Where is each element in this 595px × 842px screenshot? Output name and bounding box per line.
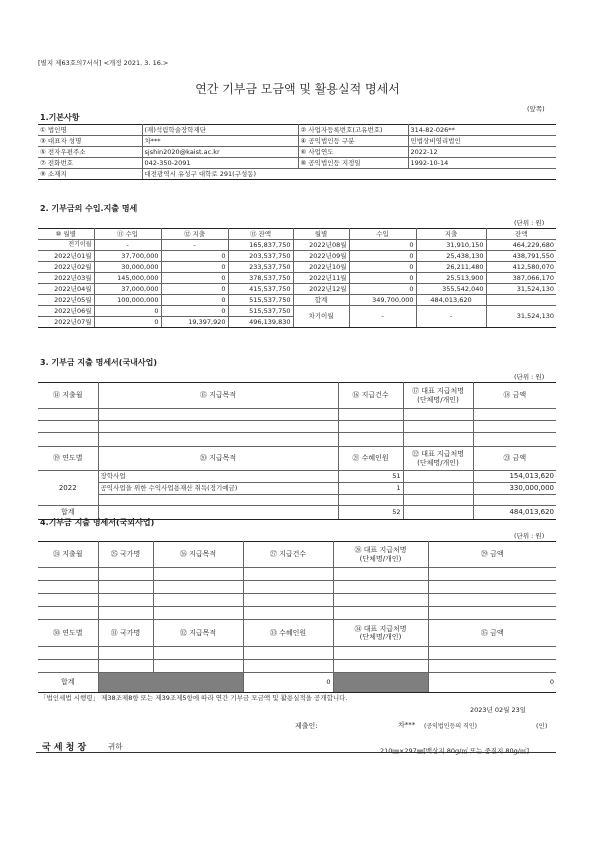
total-amount: 484,013,620: [473, 506, 556, 520]
month: 2022년06월: [38, 306, 94, 317]
col-header: ⑮ 지급목적: [98, 383, 338, 409]
expense: 26,211,480: [416, 262, 486, 273]
domestic-spending-table: [38, 382, 556, 520]
income: 30,000,000: [94, 262, 161, 273]
col-header: ⑲ 연도별: [38, 447, 98, 471]
col-header: ㉞ 대표 지급처명 (단체명/개인): [333, 620, 428, 647]
balance: 415,537,750: [228, 284, 293, 295]
overseas-spending-table: [38, 541, 556, 693]
expense: 0: [161, 251, 228, 262]
col-header: 월별: [293, 229, 349, 240]
submitter-label: 제출인:: [295, 722, 318, 730]
month: 2022년04월: [38, 284, 94, 295]
month: 2022년03월: [38, 273, 94, 284]
section-3-title: 3. 기부금 지출 명세서(국내사업): [40, 358, 158, 367]
basic-info-table: [38, 124, 556, 180]
expense: 0: [161, 306, 228, 317]
col-header: 잔액: [486, 229, 556, 240]
month: 2022년08월: [293, 240, 349, 251]
section-2-title: 2. 기부금의 수입.지출 명세: [40, 204, 138, 213]
label: ⑤ 전자우편주소: [38, 147, 142, 158]
month: 2022년10월: [293, 262, 349, 273]
total-amount: 0: [428, 673, 556, 693]
col-header: ㉚ 연도별: [38, 620, 98, 647]
income: -: [94, 240, 161, 251]
submitter-name: 차***: [398, 721, 416, 729]
label: ⑦ 전화번호: [38, 158, 142, 169]
total-balance: [486, 295, 556, 306]
col-header: ㉘ 대표 지급처명 (단체명/개인): [333, 542, 428, 568]
carryover-income: -: [349, 306, 416, 328]
month: 2022년12월: [293, 284, 349, 295]
col-header: ㉙ 금액: [428, 542, 556, 568]
col-header: ㉜ 지급목적: [153, 620, 243, 647]
col-header: ㉑ 수혜인원: [338, 447, 403, 471]
balance: 233,537,750: [228, 262, 293, 273]
year: 2022: [38, 471, 98, 506]
col-header: ⑩ 월별: [38, 229, 94, 240]
expense: -: [161, 240, 228, 251]
total-beneficiaries: 0: [243, 673, 333, 693]
label: ⑨ 소재지: [38, 169, 142, 180]
value: 민법상비영리법인: [408, 136, 556, 147]
total-label: 합계: [38, 506, 98, 520]
col-header: ㉖ 지급목적: [153, 542, 243, 568]
unit-label: (단위 : 원): [514, 219, 545, 227]
expense: 25,438,130: [416, 251, 486, 262]
col-header: ㉟ 금액: [428, 620, 556, 647]
value: 2022-12: [408, 147, 556, 158]
col-header: ⑪ 수입: [94, 229, 161, 240]
total-label: 합계: [38, 673, 98, 693]
col-header: ㉝ 수혜인원: [243, 620, 333, 647]
expense: 0: [161, 262, 228, 273]
balance: 31,524,130: [486, 284, 556, 295]
recipient: 국 세 청 장: [42, 743, 87, 753]
address: 대전광역시 유성구 대학로 291(구성동): [142, 169, 556, 180]
total-expense: 484,013,620: [416, 295, 486, 306]
balance: 515,537,750: [228, 306, 293, 317]
expense: 0: [161, 273, 228, 284]
label: ⑥ 사업연도: [298, 147, 408, 158]
seal-note: (공익법인등의 직인): [424, 723, 477, 730]
label: ④ 공익법인등 구분: [298, 136, 408, 147]
unit-label: (단위 : 원): [514, 532, 545, 540]
balance: 165,837,750: [228, 240, 293, 251]
income: 37,000,000: [94, 284, 161, 295]
month: 2022년11월: [293, 273, 349, 284]
col-header: ⑫ 지출: [161, 229, 228, 240]
paper-spec: 210㎜×297㎜[백상지 80g/㎡ 또는 중질지 80g/㎡]: [380, 747, 530, 755]
month: 2022년02월: [38, 262, 94, 273]
purpose: 공익사업을 위한 수익사업용재산 취득(정기예금): [98, 483, 338, 495]
month: 2022년01월: [38, 251, 94, 262]
col-header: ⑭ 지출월: [38, 383, 98, 409]
income: 0: [349, 262, 416, 273]
col-header: ㉒ 대표 지급처명 (단체명/개인): [403, 447, 473, 471]
carryover-expense: -: [416, 306, 486, 328]
expense: 355,542,040: [416, 284, 486, 295]
section-1-title: 1.기본사항: [40, 113, 80, 122]
carryover-label: 차기이월: [293, 306, 349, 328]
balance: 515,537,750: [228, 295, 293, 306]
income: 145,000,000: [94, 273, 161, 284]
amount: 154,013,620: [473, 471, 556, 483]
value: 314-82-026**: [408, 125, 556, 136]
label: ② 사업자등록번호(고유번호): [298, 125, 408, 136]
expense: 0: [161, 295, 228, 306]
col-header: ⑱ 금액: [473, 383, 556, 409]
purpose: 장학사업: [98, 471, 338, 483]
expense: 25,513,900: [416, 273, 486, 284]
income: 100,000,000: [94, 295, 161, 306]
month: 2022년09월: [293, 251, 349, 262]
expense: 31,910,150: [416, 240, 486, 251]
amount: 330,000,000: [473, 483, 556, 495]
value: (재)석림학술장학재단: [142, 125, 298, 136]
balance: 203,537,750: [228, 251, 293, 262]
beneficiaries: 51: [338, 471, 403, 483]
income-expense-table: [38, 228, 556, 328]
balance: 464,229,680: [486, 240, 556, 251]
beneficiaries: 1: [338, 483, 403, 495]
income: 0: [349, 251, 416, 262]
submit-date: 2023년 02월 23일: [470, 706, 527, 714]
month: 전기이월: [38, 240, 94, 251]
balance: 387,066,170: [486, 273, 556, 284]
col-header: 지출: [416, 229, 486, 240]
unit-label: (단위 : 원): [514, 373, 545, 381]
col-header: ⑬ 잔액: [228, 229, 293, 240]
income: 37,700,000: [94, 251, 161, 262]
value: 차***: [142, 136, 298, 147]
legal-notice: 「법인세법 시행령」 제38조제8항 또는 제39조제5항에 따라 연간 기부금 모금액 및 활용실적을 공개합니다.: [40, 694, 348, 702]
col-header: ㉓ 금액: [473, 447, 556, 471]
balance: 412,580,070: [486, 262, 556, 273]
col-header: ⑰ 대표 지급처명 (단체명/개인): [403, 383, 473, 409]
col-header: 수입: [349, 229, 416, 240]
value: 042-350-2091: [142, 158, 298, 169]
form-number: [별지 제63호의7서식] <개정 2021. 3. 16.>: [38, 59, 169, 67]
income: 0: [349, 273, 416, 284]
month: 2022년07월: [38, 317, 94, 328]
page-side: (앞쪽): [527, 105, 545, 113]
value: 1992-10-14: [408, 158, 556, 169]
expense: 19,397,920: [161, 317, 228, 328]
carryover-balance: 31,524,130: [486, 306, 556, 328]
expense: 0: [161, 284, 228, 295]
section-4-title: 4.기부금 지출 명세서(국외사업): [40, 518, 155, 527]
seal-mark: (인): [536, 722, 548, 730]
income: 0: [94, 317, 161, 328]
label: ⑧ 공익법인등 지정일: [298, 158, 408, 169]
income: 0: [349, 240, 416, 251]
total-income: 349,700,000: [349, 295, 416, 306]
page-title: 연간 기부금 모금액 및 활용실적 명세서: [195, 82, 400, 96]
shaded-cell: [98, 673, 243, 693]
label: ① 법인명: [38, 125, 142, 136]
col-header: ㉛ 국가명: [98, 620, 153, 647]
balance: 496,139,830: [228, 317, 293, 328]
total-label: 합계: [293, 295, 349, 306]
col-header: ㉔ 지출월: [38, 542, 98, 568]
col-header: ⑳ 지급목적: [98, 447, 338, 471]
month: 2022년05월: [38, 295, 94, 306]
value: sjshin2020@kaist.ac.kr: [142, 147, 298, 158]
income: 0: [349, 284, 416, 295]
col-header: ㉗ 지급건수: [243, 542, 333, 568]
balance: 438,791,550: [486, 251, 556, 262]
col-header: ㉕ 국가명: [98, 542, 153, 568]
balance: 378,537,750: [228, 273, 293, 284]
income: 0: [94, 306, 161, 317]
shaded-cell: [333, 673, 428, 693]
total-beneficiaries: 52: [338, 506, 403, 520]
label: ③ 대표자 성명: [38, 136, 142, 147]
recipient-honorific: 귀하: [108, 742, 123, 751]
col-header: ⑯ 지급건수: [338, 383, 403, 409]
